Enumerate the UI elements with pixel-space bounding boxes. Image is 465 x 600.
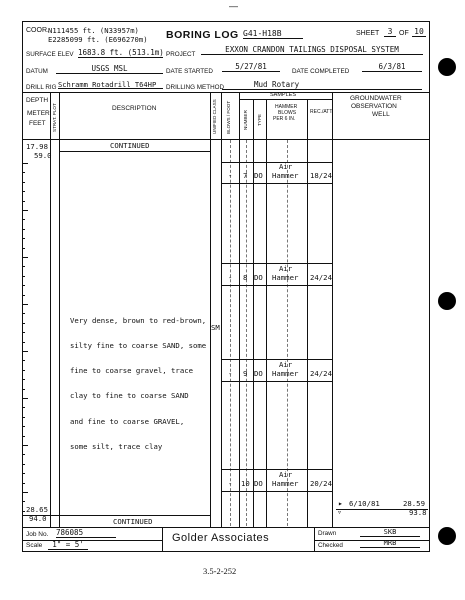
hammer-header: HAMMER xyxy=(275,104,298,110)
sample-blows: - xyxy=(228,171,233,180)
depth-tick xyxy=(22,332,25,333)
sample-hammer-method: Air xyxy=(279,162,293,171)
sample-number: 9 xyxy=(243,369,248,378)
depth-tick xyxy=(22,238,25,239)
description-line: fine to coarse gravel, trace xyxy=(70,366,194,376)
sample-blows: - xyxy=(228,273,233,282)
sample-hammer-method: Air xyxy=(279,264,293,273)
company-name: Golder Associates xyxy=(172,532,270,544)
depth-feet-header: FEET xyxy=(29,120,46,127)
depth-tick xyxy=(22,257,28,258)
soil-description xyxy=(70,300,206,460)
page-top-mark: — xyxy=(229,1,238,11)
sample-hammer-method-line2: Hammer xyxy=(272,479,299,488)
log-title: BORING LOG xyxy=(166,29,239,41)
depth-tick xyxy=(22,163,28,164)
sample-type: DO xyxy=(254,479,263,488)
page-number: 3.5-2-252 xyxy=(203,566,237,576)
date-completed-label: DATE COMPLETED xyxy=(292,68,350,75)
boring-id: G41-H18B xyxy=(243,30,303,39)
top-depth-m: 59.0 xyxy=(34,151,52,160)
depth-tick xyxy=(22,511,25,512)
depth-tick xyxy=(22,285,25,286)
sample-hammer-method: Air xyxy=(279,470,293,479)
description-line: some silt, trace clay xyxy=(70,441,163,451)
checked-label: Checked xyxy=(318,542,343,549)
project-label: PROJECT xyxy=(166,51,196,58)
drawn-label: Drawn xyxy=(318,530,337,537)
depth-tick xyxy=(22,398,28,399)
depth-tick xyxy=(22,464,25,465)
date-started-label: DATE STARTED xyxy=(166,68,213,75)
depth-tick xyxy=(22,445,28,446)
depth-tick xyxy=(22,370,25,371)
hammer-blows-header: BLOWS xyxy=(278,110,297,116)
depth-tick xyxy=(22,276,25,277)
date-started-value: 5/27/81 xyxy=(222,63,280,72)
water-level-arrow-icon: ▸ xyxy=(338,499,343,508)
depth-tick xyxy=(22,379,25,380)
job-number: 786085 xyxy=(56,529,116,538)
sample-type: DO xyxy=(254,369,263,378)
checked-by: MRB xyxy=(360,540,420,548)
sample-hammer-method-line2: Hammer xyxy=(272,369,299,378)
depth-tick xyxy=(22,492,28,493)
depth-tick xyxy=(22,210,28,211)
depth-tick xyxy=(22,454,25,455)
depth-tick xyxy=(22,304,28,305)
description-line: Very dense, brown to red-brown, xyxy=(70,315,207,325)
scale-value: 1" = 5' xyxy=(48,541,88,550)
gw-level-meters: 28.59 xyxy=(403,499,425,508)
depth-tick xyxy=(22,483,25,484)
description-header: DESCRIPTION xyxy=(112,105,157,112)
binder-hole-bottom xyxy=(438,527,456,545)
depth-tick xyxy=(22,323,25,324)
date-completed-value: 6/3/81 xyxy=(362,63,422,72)
depth-tick xyxy=(22,201,25,202)
datum-label: DATUM xyxy=(26,68,48,75)
unified-class-value: SM xyxy=(211,323,220,332)
sample-rec-att: 18/24 xyxy=(310,171,332,180)
type-header: TYPE xyxy=(257,114,262,126)
coord-label: COOR. xyxy=(26,27,49,34)
binder-hole-top xyxy=(438,58,456,76)
binder-hole-middle xyxy=(438,292,456,310)
sample-hammer-method-line2: Hammer xyxy=(272,273,299,282)
gw-well-header: WELL xyxy=(372,111,390,118)
coord-northing: N111455 ft. (N33957m) xyxy=(48,26,139,35)
sheet-number: 3 xyxy=(384,28,396,37)
job-number-label: Job No. xyxy=(26,531,49,538)
depth-tick xyxy=(22,172,25,173)
blows-per-foot-header: BLOWS / FOOT xyxy=(226,100,231,134)
sample-blows: - xyxy=(228,369,233,378)
drill-rig-value: Schramm Rotadrill T64HP xyxy=(58,81,163,89)
depth-tick xyxy=(22,182,25,183)
unified-class-header: UNIFIED CLASS xyxy=(212,99,217,134)
depth-tick xyxy=(22,360,25,361)
bottom-depth-m: 94.0 xyxy=(29,514,47,523)
sample-number: 7 xyxy=(243,171,248,180)
depth-tick xyxy=(22,389,25,390)
sample-number: 8 xyxy=(243,273,248,282)
description-line: silty fine to coarse SAND, some xyxy=(70,341,207,351)
sample-rec-att: 20/24 xyxy=(310,479,332,488)
depth-tick xyxy=(22,248,25,249)
coord-easting: E2285099 ft. (E696270m) xyxy=(48,35,148,44)
depth-header: DEPTH xyxy=(26,97,49,104)
bottom-depth-ft: 28.65 xyxy=(26,505,48,514)
description-line: and fine to coarse GRAVEL, xyxy=(70,416,185,426)
drawn-by: SKB xyxy=(360,529,420,537)
number-header: NUMBER xyxy=(243,110,248,130)
sample-rec-att: 24/24 xyxy=(310,273,332,282)
continued-bottom: CONTINUED xyxy=(113,517,153,526)
hammer-per-6in-header: PER 6 IN. xyxy=(273,116,296,122)
project-value: EXXON CRANDON TAILINGS DISPOSAL SYSTEM xyxy=(201,46,423,55)
surface-elev-value: 1683.8 ft. (513.1m) xyxy=(78,48,164,57)
depth-tick xyxy=(22,295,25,296)
datum-value: USGS MSL xyxy=(56,65,163,74)
sample-rec-att: 24/24 xyxy=(310,369,332,378)
depth-tick xyxy=(22,313,25,314)
sample-hammer-method-line2: Hammer xyxy=(272,171,299,180)
sheet-of-label: OF xyxy=(399,30,409,37)
depth-tick xyxy=(22,266,25,267)
depth-tick xyxy=(22,229,25,230)
depth-tick xyxy=(22,191,25,192)
sample-hammer-method: Air xyxy=(279,360,293,369)
gw-observation-date: 6/10/81 xyxy=(349,499,380,508)
top-depth-ft: 17.98 xyxy=(26,142,48,151)
depth-tick xyxy=(22,426,25,427)
gw-level-feet: 93.8 xyxy=(409,508,427,517)
samples-header: SAMPLES xyxy=(270,92,296,98)
sample-number: 10 xyxy=(241,479,250,488)
sample-type: DO xyxy=(254,273,263,282)
rec-att-header: REC./ATT xyxy=(310,109,333,115)
sheet-label: SHEET xyxy=(356,30,380,37)
drilling-method-label: DRILLING METHOD xyxy=(166,84,225,91)
drill-rig-label: DRILL RIG xyxy=(26,84,57,91)
scale-label: Scale xyxy=(26,542,43,549)
depth-tick xyxy=(22,473,25,474)
depth-tick xyxy=(22,342,25,343)
gw-header: GROUNDWATER xyxy=(350,95,402,102)
depth-tick xyxy=(22,351,28,352)
depth-tick xyxy=(22,501,25,502)
sample-blows: - xyxy=(228,479,233,488)
sheet-total: 10 xyxy=(412,28,426,37)
depth-meter-header: METER xyxy=(27,110,50,117)
description-line: clay to fine to coarse SAND xyxy=(70,391,189,401)
drilling-method-value: Mud Rotary xyxy=(222,81,422,90)
sample-type: DO xyxy=(254,171,263,180)
continued-top: CONTINUED xyxy=(110,141,150,150)
depth-tick xyxy=(22,436,25,437)
water-table-symbol-icon: ▿ xyxy=(338,510,342,516)
surface-elev-label: SURFACE ELEV xyxy=(26,51,74,58)
strat-plot-header: STRAT. PLOT xyxy=(52,103,57,132)
gw-observation-header: OBSERVATION xyxy=(351,103,397,110)
depth-tick xyxy=(22,417,25,418)
depth-tick xyxy=(22,407,25,408)
depth-tick xyxy=(22,219,25,220)
